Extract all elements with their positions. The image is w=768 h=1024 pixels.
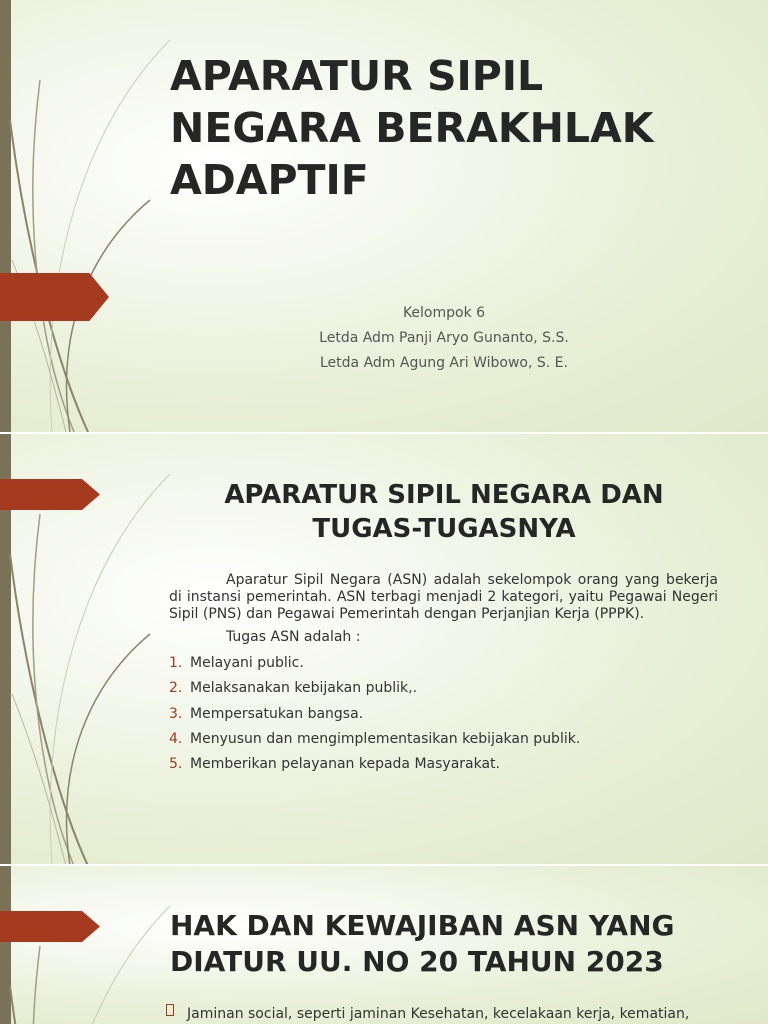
arrow-tab <box>0 479 100 510</box>
list-text: Menyusun dan mengimplementasikan kebijakan publik. <box>190 730 581 747</box>
slide-title: APARATUR SIPIL NEGARA DAN TUGAS-TUGASNYA <box>224 480 664 544</box>
list-number: 5. <box>169 756 183 773</box>
subtitle-author-1: Letda Adm Panji Aryo Gunanto, S.S. <box>319 330 569 346</box>
tasks-intro: Tugas ASN adalah : <box>226 629 361 645</box>
arrow-tab <box>0 273 109 321</box>
list-item <box>169 651 718 676</box>
slide-1 <box>0 0 768 432</box>
rights-list <box>169 1004 718 1023</box>
slide-body <box>169 572 718 777</box>
list-text: Mempersatukan bangsa. <box>190 705 364 722</box>
arrow-tab <box>0 911 100 942</box>
list-number: 2. <box>169 680 183 697</box>
subtitle-block <box>170 301 718 376</box>
subtitle-author-2: Letda Adm Agung Ari Wibowo, S. E. <box>320 355 568 371</box>
list-item <box>169 752 718 777</box>
list-item <box>169 702 718 727</box>
asn-definition-paragraph: Aparatur Sipil Negara (ASN) adalah sekelompok orang yang bekerja di instansi pemerintah. ASN terbagi menjadi 2 kategori, yaitu Pegawai Negeri Sipil (PNS) dan Pegawai Pemerintah dengan Perjanjian Kerja (PPPK). <box>169 572 718 622</box>
list-number: 1. <box>169 655 183 671</box>
list-number: 3. <box>169 705 183 722</box>
list-item <box>169 676 718 701</box>
slide-title: APARATUR SIPIL NEGARA BERAKHLAK ADAPTIF <box>170 52 654 204</box>
list-text: Memberikan pelayanan kepada Masyarakat. <box>190 756 500 773</box>
tasks-list <box>169 651 718 777</box>
list-text: Melaksanakan kebijakan publik,. <box>190 680 418 697</box>
list-text: Jaminan social, seperti jaminan Kesehatan, kecelakaan kerja, kematian, <box>187 1006 690 1022</box>
bullet-icon <box>166 1004 174 1016</box>
list-item <box>166 1004 718 1023</box>
slide-body <box>169 1004 718 1023</box>
slide-3 <box>0 866 768 1024</box>
list-number: 4. <box>169 730 183 747</box>
subtitle-group: Kelompok 6 <box>402 305 486 321</box>
list-text: Melayani public. <box>190 655 304 671</box>
list-item <box>169 727 718 752</box>
slide-title: HAK DAN KEWAJIBAN ASN YANG DIATUR UU. NO 20 TAHUN 2023 <box>170 909 675 978</box>
slide-2 <box>0 434 768 864</box>
